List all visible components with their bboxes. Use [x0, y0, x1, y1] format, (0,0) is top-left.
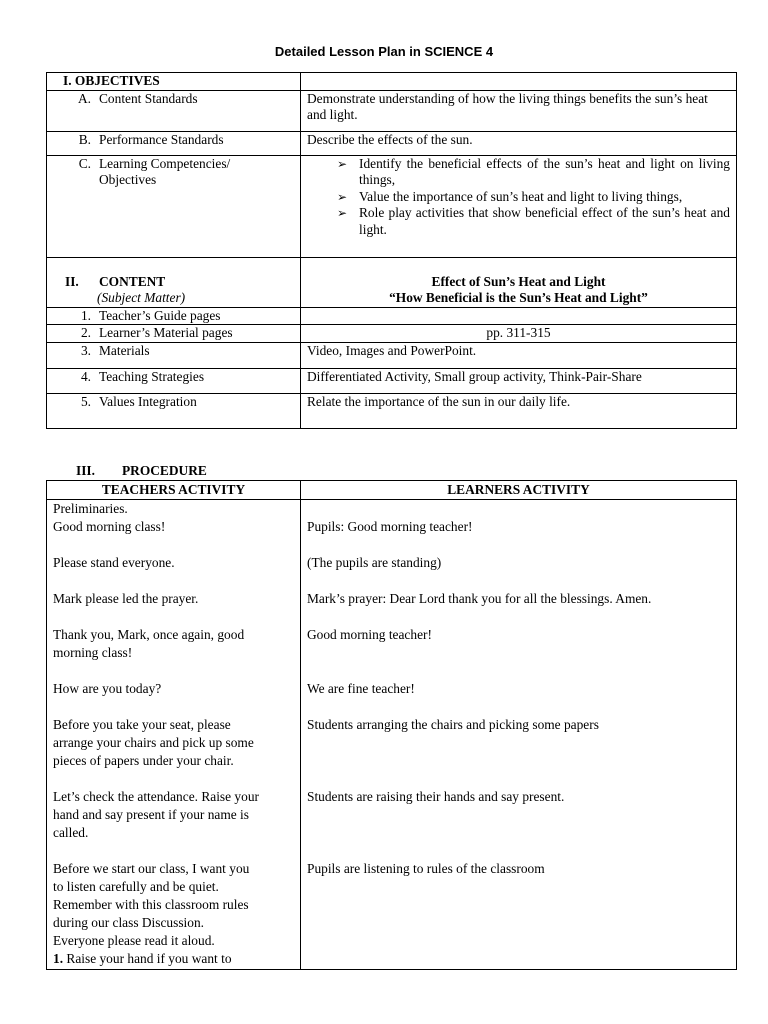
teacher-activity-line: Thank you, Mark, once again, good: [53, 627, 245, 642]
teacher-activity-line: [53, 572, 294, 590]
learner-activity-line: Pupils are listening to rules of the classroom: [307, 861, 545, 876]
teacher-activity-line: Mark please led the prayer.: [53, 591, 199, 606]
learner-activity-line: Mark’s prayer: Dear Lord thank you for all the blessings. Amen.: [307, 591, 652, 606]
learner-activity-line: [307, 500, 730, 518]
teacher-activity-line: Please stand everyone.: [53, 555, 175, 570]
procedure-title: PROCEDURE: [122, 463, 207, 478]
row-number: 2.: [80, 325, 91, 340]
learner-activity-line: Pupils: Good morning teacher!: [307, 519, 473, 534]
procedure-table: [46, 480, 737, 970]
teacher-activity-line: [53, 698, 294, 716]
competencies-letter: C.: [78, 155, 91, 171]
teacher-activity-line: [53, 662, 294, 680]
learner-activity-line: Students arranging the chairs and picking some papers: [307, 717, 599, 732]
competencies-label-line2: Objectives: [99, 172, 157, 187]
rule-number: 1.: [53, 951, 64, 966]
materials-row: [47, 342, 737, 368]
teacher-activity-line: to listen carefully and be quiet.: [53, 879, 219, 894]
objectives-header-row: [47, 73, 737, 91]
content-row: [47, 257, 737, 307]
teacher-activity-line: Remember with this classroom rules: [53, 897, 249, 912]
teachers-guide-label: [47, 307, 301, 325]
content-standards-row: [47, 90, 737, 131]
performance-standards-label: [47, 131, 301, 155]
learner-activity-line: [307, 734, 730, 752]
learners-material-label: [47, 325, 301, 343]
performance-standards-text: Performance Standards: [99, 131, 224, 147]
teacher-activity-line: Everyone please read it aloud.: [53, 933, 215, 948]
teaching-strategies-row: [47, 368, 737, 393]
teacher-activity-line: pieces of papers under your chair.: [53, 753, 234, 768]
teacher-activity-line: arrange your chairs and pick up some: [53, 735, 254, 750]
content-topic: Effect of Sun’s Heat and Light: [431, 273, 606, 289]
learners-material-row: [47, 325, 737, 343]
learner-activity-line: (The pupils are standing): [307, 555, 442, 570]
learner-activity-line: [307, 806, 730, 824]
learner-activity-line: Good morning teacher!: [307, 627, 432, 642]
competency-item: ➢ Identify the beneficial effects of the sun’s heat and light on living things,: [359, 156, 730, 189]
competency-item: ➢ Value the importance of sun’s heat and light to living things,: [359, 189, 730, 206]
learner-activity-line: [307, 662, 730, 680]
teaching-strategies-label: [47, 368, 301, 393]
teacher-activity-line: hand and say present if your name is: [53, 807, 249, 822]
teachers-guide-value: [301, 307, 737, 325]
teacher-activity-line: [53, 536, 294, 554]
learner-activity-line: [307, 572, 730, 590]
competencies-label-line1: Learning Competencies/: [99, 155, 231, 171]
learner-activity-line: Students are raising their hands and say present.: [307, 789, 565, 804]
teacher-activity-line: Preliminaries.: [53, 501, 128, 516]
procedure-body-row: [47, 500, 737, 970]
teachers-guide-row: [47, 307, 737, 325]
classroom-rule-line: [53, 950, 294, 968]
content-standards-label: [47, 90, 301, 131]
learner-activity-line: [307, 698, 730, 716]
performance-standards-letter: B.: [78, 131, 91, 147]
content-standards-value: Demonstrate understanding of how the living things benefits the sun’s heat and light.: [301, 90, 737, 131]
content-label: [47, 257, 301, 307]
row-label: Values Integration: [99, 393, 197, 409]
row-label: Teacher’s Guide pages: [99, 307, 221, 323]
row-number: 3.: [80, 342, 91, 358]
teacher-activity-line: called.: [53, 825, 89, 840]
competencies-row: [47, 155, 737, 257]
learners-material-value: pp. 311-315: [301, 325, 737, 343]
row-label: Teaching Strategies: [99, 368, 205, 384]
teaching-strategies-value: Differentiated Activity, Small group activity, Think-Pair-Share: [301, 368, 737, 393]
values-integration-row: [47, 393, 737, 428]
document-title: Detailed Lesson Plan in SCIENCE 4: [274, 44, 494, 59]
content-standards-text: Content Standards: [99, 90, 198, 106]
teacher-activity-line: Before we start our class, I want you: [53, 861, 250, 876]
learner-activity-line: [307, 752, 730, 770]
procedure-roman: III.: [76, 463, 95, 478]
content-topic-question: “How Beneficial is the Sun’s Heat and Light”: [389, 290, 648, 305]
learners-activity-cell: [301, 500, 737, 970]
objectives-table: [46, 72, 737, 429]
learner-activity-line: [307, 770, 730, 788]
competencies-label: [47, 155, 301, 257]
teacher-activity-line: [53, 770, 294, 788]
teacher-activity-line: [53, 842, 294, 860]
teacher-activity-line: [53, 608, 294, 626]
objectives-heading: I. OBJECTIVES: [47, 73, 301, 91]
materials-label: [47, 342, 301, 368]
procedure-heading: [76, 463, 207, 479]
materials-value: Video, Images and PowerPoint.: [301, 342, 737, 368]
row-number: 4.: [80, 368, 91, 384]
teacher-activity-line: Let’s check the attendance. Raise your: [53, 789, 259, 804]
learner-activity-line: [307, 644, 730, 662]
content-standards-letter: A.: [77, 90, 91, 106]
teacher-activity-line: morning class!: [53, 645, 133, 660]
learner-activity-line: [307, 824, 730, 842]
procedure-header-row: [47, 481, 737, 500]
competencies-value: [301, 155, 737, 257]
values-integration-label: [47, 393, 301, 428]
teacher-activity-line: Good morning class!: [53, 519, 166, 534]
competency-item: ➢ Role play activities that show beneficial effect of the sun’s heat and light.: [359, 205, 730, 238]
learner-activity-line: We are fine teacher!: [307, 681, 415, 696]
content-topic-cell: [301, 257, 737, 307]
teacher-activity-line: during our class Discussion.: [53, 915, 205, 930]
learners-activity-header: LEARNERS ACTIVITY: [301, 481, 737, 500]
teachers-activity-cell: [47, 500, 301, 970]
performance-standards-row: [47, 131, 737, 155]
teacher-activity-line: How are you today?: [53, 681, 162, 696]
performance-standards-value: Describe the effects of the sun.: [301, 131, 737, 155]
rule-text: Raise your hand if you want to: [63, 951, 232, 966]
learner-activity-line: [307, 842, 730, 860]
competencies-list: [307, 156, 730, 239]
teacher-activity-line: Before you take your seat, please: [53, 717, 231, 732]
content-roman: II.: [65, 273, 79, 289]
row-label: Learner’s Material pages: [99, 325, 233, 340]
row-number: 1.: [80, 307, 91, 323]
objectives-header-empty: [301, 73, 737, 91]
teachers-activity-header: TEACHERS ACTIVITY: [47, 481, 301, 500]
content-heading: CONTENT: [99, 273, 166, 289]
row-number: 5.: [80, 393, 91, 409]
learner-activity-line: [307, 608, 730, 626]
content-subheading: (Subject Matter): [97, 290, 186, 305]
row-label: Materials: [99, 342, 150, 358]
values-integration-value: Relate the importance of the sun in our daily life.: [301, 393, 737, 428]
learner-activity-line: [307, 536, 730, 554]
